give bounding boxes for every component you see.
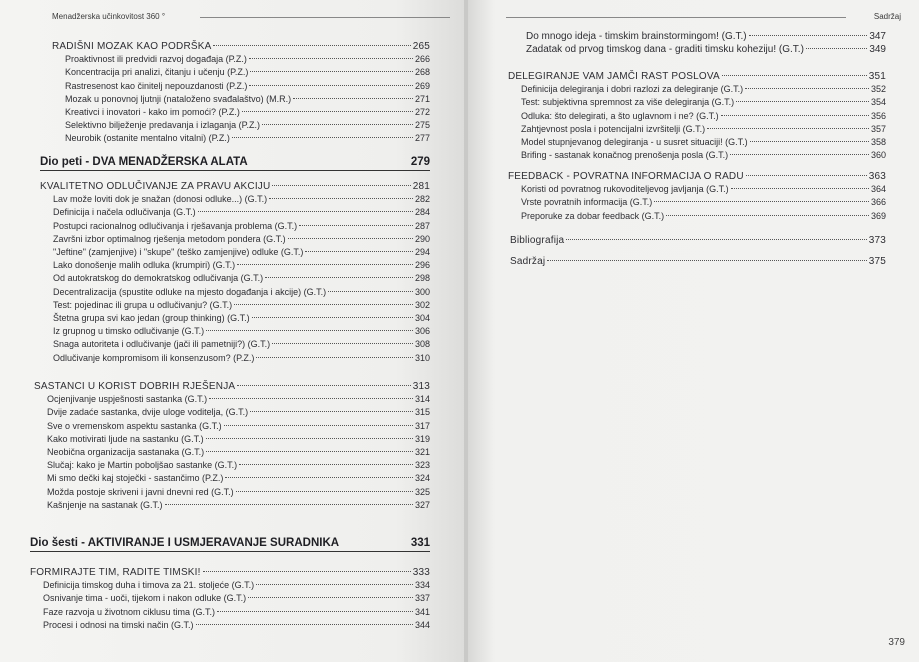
dot-leader <box>750 141 869 142</box>
entry-page: 271 <box>414 93 430 104</box>
entry-page: 360 <box>870 150 886 161</box>
dot-leader <box>249 85 413 86</box>
dot-leader <box>206 451 413 452</box>
dot-leader <box>206 330 413 331</box>
entry-page: 298 <box>414 273 430 284</box>
toc-item <box>30 592 430 605</box>
dot-leader <box>269 198 413 199</box>
entry-page: 363 <box>868 171 886 182</box>
entry-page: 317 <box>414 420 430 431</box>
entry-page: 300 <box>414 286 430 297</box>
toc-item <box>40 338 430 351</box>
entry-title: Kako motivirati ljude na sastanku (G.T.) <box>47 433 204 444</box>
toc-item <box>52 80 430 93</box>
entry-title: Neurobik (ostanite mentalno vitalni) (P.Z.) <box>65 133 230 144</box>
toc-group-feedback <box>508 168 886 223</box>
entry-title: Snaga autoriteta i odlučivanje (jači ili pametniji?) (G.T.) <box>53 339 271 350</box>
dot-leader <box>213 45 410 46</box>
dot-leader <box>237 385 410 386</box>
part-page: 279 <box>410 156 430 168</box>
entry-title: Možda postoje skriveni i javni dnevni red (G.T.) <box>47 486 234 497</box>
dot-leader <box>730 154 869 155</box>
entry-title: RADIŠNI MOZAK KAO PODRŠKA <box>52 41 212 52</box>
entry-title: Kašnjenje na sastanak (G.T.) <box>47 499 163 510</box>
entry-page: 275 <box>414 120 430 131</box>
entry-page: 325 <box>414 486 430 497</box>
entry-title: Dvije zadaće sastanka, dvije uloge voditelja, (G.T.) <box>47 407 249 418</box>
toc-item <box>508 210 886 223</box>
dot-leader <box>745 88 869 89</box>
entry-page: 282 <box>414 194 430 205</box>
dot-leader <box>288 238 413 239</box>
entry-title: Definicija i načela odlučivanja (G.T.) <box>53 207 196 218</box>
entry-title: Definicija timskog duha i timova za 21. stoljeće (G.T.) <box>43 580 255 591</box>
entry-page: 333 <box>412 567 430 578</box>
toc-item <box>40 352 430 365</box>
entry-title: Mozak u ponovnoj ljutnji (nataloženo svađalaštvo) (M.R.) <box>65 93 292 104</box>
entry-title: Koncentracija pri analizi, čitanju i učenju (P.Z.) <box>65 67 249 78</box>
toc-item <box>508 83 886 96</box>
toc-item <box>508 110 886 123</box>
dot-leader <box>236 491 413 492</box>
part-page: 331 <box>410 537 430 549</box>
entry-title: Neobična organizacija sastanaka (G.T.) <box>47 447 205 458</box>
dot-leader <box>225 477 413 478</box>
toc-item <box>34 486 430 499</box>
entry-title: KVALITETNO ODLUČIVANJE ZA PRAVU AKCIJU <box>40 181 271 192</box>
right-page <box>468 0 919 662</box>
dot-leader <box>654 201 869 202</box>
dot-leader <box>237 264 413 265</box>
entry-page: 351 <box>868 71 886 82</box>
entry-title: Test: pojedinac ili grupa u odlučivanju? (G.T.) <box>53 299 233 310</box>
part-title: Dio peti - DVA MENADŽERSKA ALATA <box>40 156 248 168</box>
entry-page: 354 <box>870 97 886 108</box>
entry-page: 314 <box>414 394 430 405</box>
dot-leader <box>256 357 413 358</box>
entry-title: Zahtjevnost posla i potencijalni izvršitelji (G.T.) <box>521 123 706 134</box>
toc-item <box>508 136 886 149</box>
part-heading-5 <box>40 156 430 171</box>
dot-leader <box>749 35 868 36</box>
entry-title: Sve o vremenskom aspektu sastanka (G.T.) <box>47 420 222 431</box>
entry-title: Mi smo dečki kaj stoječki - sastančimo (P.Z.) <box>47 473 224 484</box>
entry-page: 268 <box>414 67 430 78</box>
toc-item <box>34 472 430 485</box>
entry-title: Ocjenjivanje uspješnosti sastanka (G.T.) <box>47 394 208 405</box>
entry-page: 313 <box>412 381 430 392</box>
dot-leader <box>806 48 867 49</box>
entry-title: Odlučivanje kompromisom ili konsenzusom? (P.Z.) <box>53 352 255 363</box>
entry-page: 373 <box>868 235 886 246</box>
entry-page: 284 <box>414 207 430 218</box>
entry-title: Sadržaj <box>510 256 546 268</box>
toc-item <box>34 499 430 512</box>
toc-tail-entry <box>510 255 886 268</box>
toc-item <box>40 325 430 338</box>
dot-leader <box>265 277 413 278</box>
toc-item <box>40 233 430 246</box>
entry-title: Selektivno bilježenje predavanja i izlaganja (P.Z.) <box>65 120 260 131</box>
entry-title: DELEGIRANJE VAM JAMČI RAST POSLOVA <box>508 71 720 82</box>
dot-leader <box>203 571 411 572</box>
entry-page: 266 <box>414 54 430 65</box>
entry-page: 294 <box>414 247 430 258</box>
toc-item <box>40 312 430 325</box>
entry-title: Od autokratskog do demokratskog odlučivanja (G.T.) <box>53 273 264 284</box>
entry-page: 302 <box>414 299 430 310</box>
entry-page: 352 <box>870 84 886 95</box>
toc-section <box>508 170 886 183</box>
toc-item <box>508 96 886 109</box>
dot-leader <box>250 71 413 72</box>
dot-leader <box>239 464 413 465</box>
toc-item <box>526 43 886 56</box>
toc-item <box>40 193 430 206</box>
dot-leader <box>299 225 413 226</box>
entry-page: 364 <box>870 184 886 195</box>
toc-item <box>40 259 430 272</box>
entry-page: 296 <box>414 260 430 271</box>
part-heading-6 <box>30 537 430 552</box>
toc-item <box>40 246 430 259</box>
dot-leader <box>707 128 869 129</box>
dot-leader <box>305 251 413 252</box>
entry-page: 366 <box>870 197 886 208</box>
toc-item <box>40 272 430 285</box>
dot-leader <box>232 137 413 138</box>
entry-page: 306 <box>414 326 430 337</box>
entry-title: Postupci racionalnog odlučivanja i rješavanja problema (G.T.) <box>53 220 298 231</box>
entry-page: 349 <box>869 44 886 56</box>
entry-page: 344 <box>414 619 430 630</box>
entry-title: Decentralizacija (spustite odluke na mjesto događanja i akcije) (G.T.) <box>53 286 327 297</box>
entry-title: Vrste povratnih informacija (G.T.) <box>521 197 653 208</box>
dot-leader <box>736 101 869 102</box>
entry-page: 327 <box>414 499 430 510</box>
dot-leader <box>250 411 413 412</box>
entry-title: Koristi od povratnog rukovoditeljevog javljanja (G.T.) <box>521 184 729 195</box>
entry-page: 315 <box>414 407 430 418</box>
toc-group-sastanci <box>34 378 430 512</box>
toc-section <box>34 380 430 393</box>
entry-page: 358 <box>870 137 886 148</box>
entry-page: 323 <box>414 460 430 471</box>
entry-page: 269 <box>414 80 430 91</box>
entry-title: SASTANCI U KORIST DOBRIH RJEŠENJA <box>34 381 236 392</box>
toc-item <box>52 66 430 79</box>
toc-item <box>508 149 886 162</box>
toc-item <box>30 579 430 592</box>
toc-tail-entry <box>510 234 886 247</box>
page-number: 379 <box>888 637 905 648</box>
toc-section <box>30 566 430 579</box>
dot-leader <box>209 398 413 399</box>
header-rule <box>506 17 846 18</box>
dot-leader <box>217 611 413 612</box>
toc-item <box>34 406 430 419</box>
dot-leader <box>328 291 413 292</box>
dot-leader <box>746 175 867 176</box>
entry-title: Štetna grupa svi kao jedan (group thinking) (G.T.) <box>53 313 250 324</box>
entry-page: 337 <box>414 593 430 604</box>
dot-leader <box>666 215 869 216</box>
entry-page: 308 <box>414 339 430 350</box>
entry-title: Faze razvoja u životnom ciklusu tima (G.T.) <box>43 606 216 617</box>
toc-item <box>40 220 430 233</box>
entry-title: Brifing - sastanak konačnog prenošenja posla (G.T.) <box>521 150 729 161</box>
toc-group-tim <box>30 564 430 632</box>
dot-leader <box>165 504 413 505</box>
entry-title: Kreativci i inovatori - kako im pomoći? (P.Z.) <box>65 107 240 118</box>
entry-title: Zadatak od prvog timskog dana - graditi timsku koheziju! (G.T.) <box>526 44 804 56</box>
toc-item <box>508 123 886 136</box>
entry-title: Procesi i odnosi na timski način (G.T.) <box>43 619 194 630</box>
dot-leader <box>272 343 413 344</box>
dot-leader <box>721 115 869 116</box>
entry-page: 321 <box>414 447 430 458</box>
dot-leader <box>293 98 413 99</box>
entry-title: FEEDBACK - POVRATNA INFORMACIJA O RADU <box>508 171 744 182</box>
dot-leader <box>547 260 866 261</box>
toc-item <box>40 286 430 299</box>
entry-page: 319 <box>414 433 430 444</box>
dot-leader <box>566 239 866 240</box>
toc-item <box>34 420 430 433</box>
entry-title: Proaktivnost ili predvidi razvoj događaja (P.Z.) <box>65 54 247 65</box>
dot-leader <box>256 584 413 585</box>
toc-item <box>526 30 886 43</box>
dot-leader <box>272 185 410 186</box>
dot-leader <box>731 188 869 189</box>
dot-leader <box>196 624 413 625</box>
entry-page: 287 <box>414 220 430 231</box>
entry-page: 341 <box>414 606 430 617</box>
entry-page: 310 <box>414 352 430 363</box>
entry-page: 272 <box>414 107 430 118</box>
dot-leader <box>234 304 413 305</box>
entry-title: Test: subjektivna spremnost za više delegiranja (G.T.) <box>521 97 735 108</box>
toc-continued-items <box>526 30 886 56</box>
running-head: Menadžerska učinkovitost 360 ° <box>52 12 166 21</box>
entry-title: Osnivanje tima - uoči, tijekom i nakon odluke (G.T.) <box>43 593 247 604</box>
dot-leader <box>242 111 413 112</box>
dot-leader <box>248 597 413 598</box>
toc-item <box>34 459 430 472</box>
toc-item <box>52 119 430 132</box>
entry-page: 281 <box>412 181 430 192</box>
toc-item <box>40 206 430 219</box>
toc-group-radisni <box>52 38 430 146</box>
toc-group-odlucivanje <box>40 178 430 365</box>
toc-item <box>34 433 430 446</box>
entry-title: Bibliografija <box>510 235 565 246</box>
entry-page: 369 <box>870 210 886 221</box>
toc-item <box>52 132 430 145</box>
toc-item <box>30 606 430 619</box>
part-title: Dio šesti - AKTIVIRANJE I USMJERAVANJE SURADNIKA <box>30 537 340 549</box>
entry-page: 304 <box>414 313 430 324</box>
entry-title: Lav može loviti dok je snažan (donosi odluke...) (G.T.) <box>53 194 268 205</box>
entry-title: "Jeftine" (zamjenjive) i "skupe" (teško zamjenjive) odluke (G.T.) <box>53 247 304 258</box>
toc-item <box>52 53 430 66</box>
entry-page: 357 <box>870 123 886 134</box>
entry-title: Završni izbor optimalnog rješenja metodom pondera (G.T.) <box>53 233 286 244</box>
toc-item <box>52 106 430 119</box>
dot-leader <box>224 425 413 426</box>
dot-leader <box>249 58 413 59</box>
entry-page: 265 <box>412 41 430 52</box>
toc-section <box>508 70 886 83</box>
toc-item <box>34 393 430 406</box>
entry-title: Rastresenost kao činitelj nepouzdanosti (P.Z.) <box>65 80 248 91</box>
toc-item <box>34 446 430 459</box>
entry-page: 347 <box>869 31 886 42</box>
dot-leader <box>262 124 413 125</box>
entry-page: 375 <box>868 256 886 268</box>
entry-page: 334 <box>414 580 430 591</box>
header-rule <box>200 17 450 18</box>
entry-title: Lako donošenje malih odluka (krumpiri) (G.T.) <box>53 260 236 271</box>
toc-item <box>30 619 430 632</box>
toc-item <box>40 299 430 312</box>
toc-item <box>508 196 886 209</box>
dot-leader <box>198 211 413 212</box>
entry-title: Iz grupnog u timsko odlučivanje (G.T.) <box>53 326 205 337</box>
entry-title: Model stupnjevanog delegiranja - u susret situaciji! (G.T.) <box>521 137 748 148</box>
toc-section <box>40 180 430 193</box>
toc-item <box>508 183 886 196</box>
entry-title: Definicija delegiranja i dobri razlozi za delegiranje (G.T.) <box>521 84 744 95</box>
toc-tail <box>510 232 886 276</box>
entry-page: 277 <box>414 133 430 144</box>
entry-title: Do mnogo ideja - timskim brainstormingom! (G.T.) <box>526 31 747 42</box>
entry-page: 324 <box>414 473 430 484</box>
running-head: Sadržaj <box>873 12 901 21</box>
toc-item <box>52 93 430 106</box>
dot-leader <box>252 317 413 318</box>
dot-leader <box>722 75 867 76</box>
entry-title: Slučaj: kako je Martin poboljšao sastanke (G.T.) <box>47 460 238 471</box>
entry-title: Preporuke za dobar feedback (G.T.) <box>521 210 665 221</box>
dot-leader <box>206 438 413 439</box>
toc-section <box>52 40 430 53</box>
entry-page: 356 <box>870 110 886 121</box>
toc-group-delegiranje <box>508 68 886 162</box>
entry-title: Odluka: što delegirati, a što uglavnom i ne? (G.T.) <box>521 110 719 121</box>
entry-page: 290 <box>414 233 430 244</box>
entry-title: FORMIRAJTE TIM, RADITE TIMSKI! <box>30 567 201 578</box>
